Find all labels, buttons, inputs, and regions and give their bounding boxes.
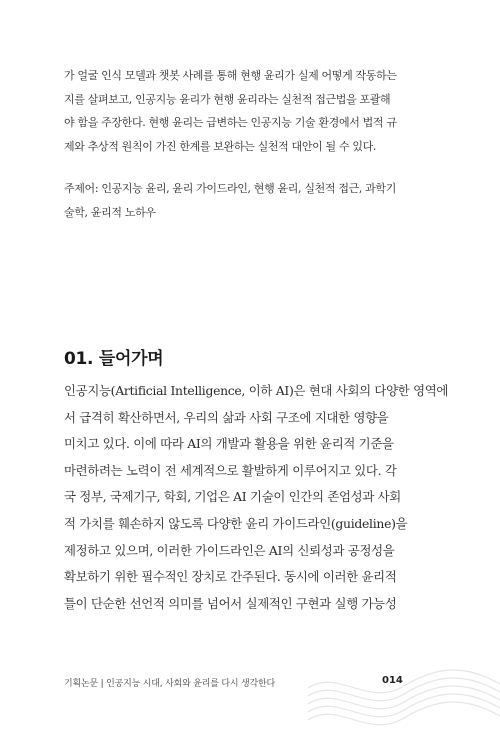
abstract-line: 지를 살펴보고, 인공지능 윤리가 현행 윤리라는 실천적 접근법을 포괄해 — [64, 92, 391, 106]
abstract-line: 제와 추상적 원칙이 가진 한계를 보완하는 실천적 대안이 될 수 있다. — [64, 139, 377, 153]
section-heading: 01. 들어가며 — [64, 349, 164, 369]
body-paragraph — [64, 378, 449, 617]
body-line: 틀이 단순한 선언적 의미를 넘어서 실제적인 구현과 실행 가능성 — [64, 595, 397, 611]
body-line: 미치고 있다. 이에 따라 AI의 개발과 활용을 위한 윤리적 기준을 — [64, 436, 394, 452]
keywords-line: 주제어: 인공지능 윤리, 윤리 가이드라인, 현행 윤리, 실천적 접근, 과학기 — [64, 182, 396, 195]
body-line: 인공지능(Artificial Intelligence, 이하 AI)은 현대 사회의 다양한 영역에 — [64, 383, 449, 398]
abstract-line: 야 함을 주장한다. 현행 윤리는 급변하는 인공지능 기술 환경에서 법적 규 — [64, 116, 397, 129]
footer-wave-decoration — [308, 656, 500, 732]
body-line: 제정하고 있으며, 이러한 가이드라인은 AI의 신뢰성과 공정성을 — [64, 542, 395, 558]
running-footer-title: 기획논문 | 인공지능 시대, 사회와 윤리를 다시 생각한다 — [64, 679, 275, 689]
keywords-block — [64, 177, 444, 224]
body-line: 서 급격히 확산하면서, 우리의 삶과 사회 구조에 지대한 영향을 — [64, 409, 389, 425]
body-line: 국 정부, 국제기구, 학회, 기업은 AI 기술이 인간의 존엄성과 사회 — [64, 489, 401, 505]
keywords-line: 술학, 윤리적 노하우 — [64, 205, 156, 219]
abstract-block — [64, 64, 444, 158]
body-line: 마련하려는 노력이 전 세계적으로 활발하게 이루어지고 있다. 각 — [64, 462, 397, 478]
body-line: 적 가치를 훼손하지 않도록 다양한 윤리 가이드라인(guideline)을 — [64, 515, 408, 531]
body-line: 확보하기 위한 필수적인 장치로 간주된다. 동시에 이러한 윤리적 — [64, 569, 397, 585]
page-number: 014 — [382, 675, 403, 686]
abstract-line: 가 얼굴 인식 모델과 챗봇 사례를 통해 현행 윤리가 실제 어떻게 작동하는 — [64, 69, 397, 82]
